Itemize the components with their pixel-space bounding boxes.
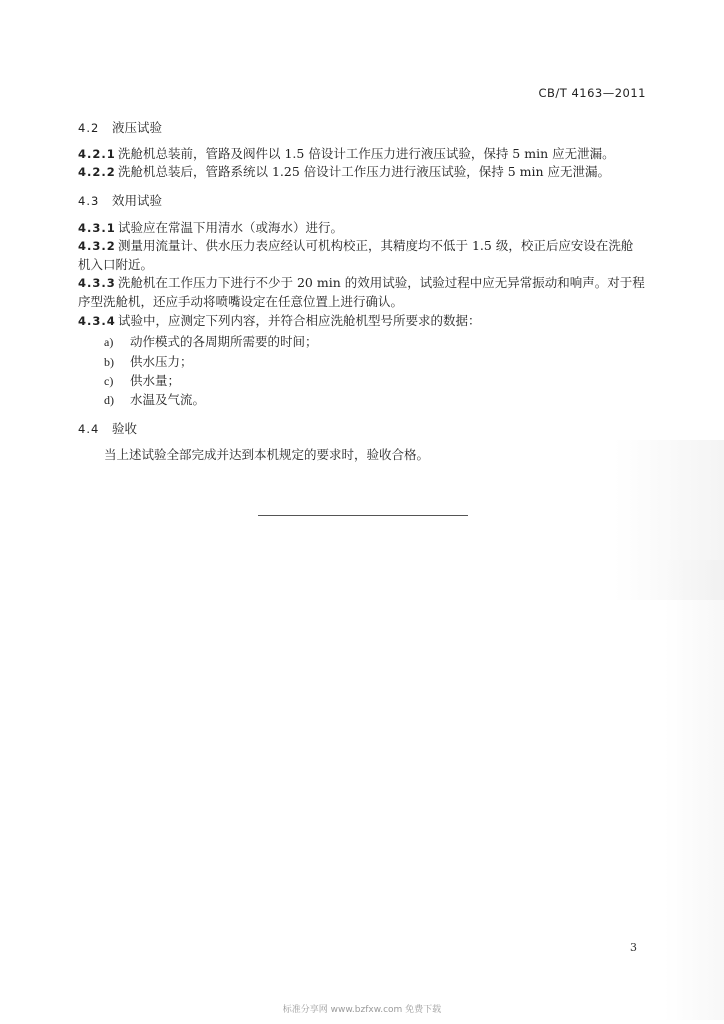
clause-number: 4.3.4 bbox=[78, 314, 116, 328]
list-item bbox=[104, 333, 684, 351]
acceptance-text: 当上述试验全部完成并达到本机规定的要求时，验收合格。 bbox=[104, 447, 430, 462]
section-number: 4.2 bbox=[78, 121, 100, 135]
page-number: 3 bbox=[630, 941, 637, 954]
clause-text: 试验中，应测定下列内容，并符合相应洗舱机型号所要求的数据： bbox=[118, 313, 481, 328]
list-item bbox=[104, 391, 684, 409]
clause-4-3-3 bbox=[78, 274, 658, 292]
section-heading-4-4 bbox=[78, 420, 658, 438]
clause-text: 洗舱机总装后，管路系统以 1.25 倍设计工作压力进行液压试验，保持 5 min 应无泄漏。 bbox=[118, 164, 611, 179]
list-item bbox=[104, 353, 684, 371]
list-item-label: a) bbox=[104, 335, 114, 349]
clause-4-3-2 bbox=[78, 237, 658, 255]
list-item-label: c) bbox=[104, 374, 114, 388]
end-of-text-rule bbox=[258, 515, 468, 516]
list-item bbox=[104, 372, 684, 390]
list-item-label: b) bbox=[104, 355, 114, 369]
clause-4-3-4 bbox=[78, 312, 658, 330]
list-item-text: 水温及气流。 bbox=[130, 392, 206, 407]
list-item-text: 供水压力； bbox=[130, 354, 193, 369]
clause-number: 4.2.2 bbox=[78, 165, 116, 179]
clause-4-2-1 bbox=[78, 145, 658, 163]
clause-number: 4.3.2 bbox=[78, 239, 116, 253]
clause-number: 4.3.3 bbox=[78, 276, 116, 290]
clause-4-2-2 bbox=[78, 163, 658, 181]
section-title: 液压试验 bbox=[112, 120, 163, 135]
section-heading-4-3 bbox=[78, 192, 658, 210]
clause-text: 洗舱机在工作压力下进行不少于 20 min 的效用试验，试验过程中应无异常振动和响声。对于程 bbox=[118, 275, 645, 290]
section-title: 验收 bbox=[112, 421, 138, 436]
list-item-text: 动作模式的各周期所需要的时间； bbox=[130, 334, 318, 349]
standard-number: CB/T 4163—2011 bbox=[538, 86, 646, 100]
section-number: 4.3 bbox=[78, 194, 100, 208]
footer-watermark: 标准分享网 www.bzfxw.com 免费下载 bbox=[282, 1005, 442, 1015]
list-item-label: d) bbox=[104, 393, 114, 407]
scan-shadow-lower bbox=[664, 560, 724, 1020]
clause-4-3-3-continuation: 序型洗舱机，还应手动将喷嘴设定在任意位置上进行确认。 bbox=[78, 294, 404, 309]
section-heading-4-2 bbox=[78, 119, 658, 137]
section-title: 效用试验 bbox=[112, 193, 163, 208]
clause-text: 测量用流量计、供水压力表应经认可机构校正，其精度均不低于 1.5 级，校正后应安设在洗舱 bbox=[118, 238, 634, 253]
clause-text: 洗舱机总装前，管路及阀件以 1.5 倍设计工作压力进行液压试验，保持 5 min 应无泄漏。 bbox=[118, 146, 615, 161]
clause-text: 试验应在常温下用清水（或海水）进行。 bbox=[118, 220, 344, 235]
clause-number: 4.2.1 bbox=[78, 147, 116, 161]
list-item-text: 供水量； bbox=[130, 373, 181, 388]
clause-number: 4.3.1 bbox=[78, 221, 116, 235]
section-number: 4.4 bbox=[78, 422, 100, 436]
clause-4-3-2-continuation: 机入口附近。 bbox=[78, 257, 154, 272]
clause-4-3-1 bbox=[78, 219, 658, 237]
